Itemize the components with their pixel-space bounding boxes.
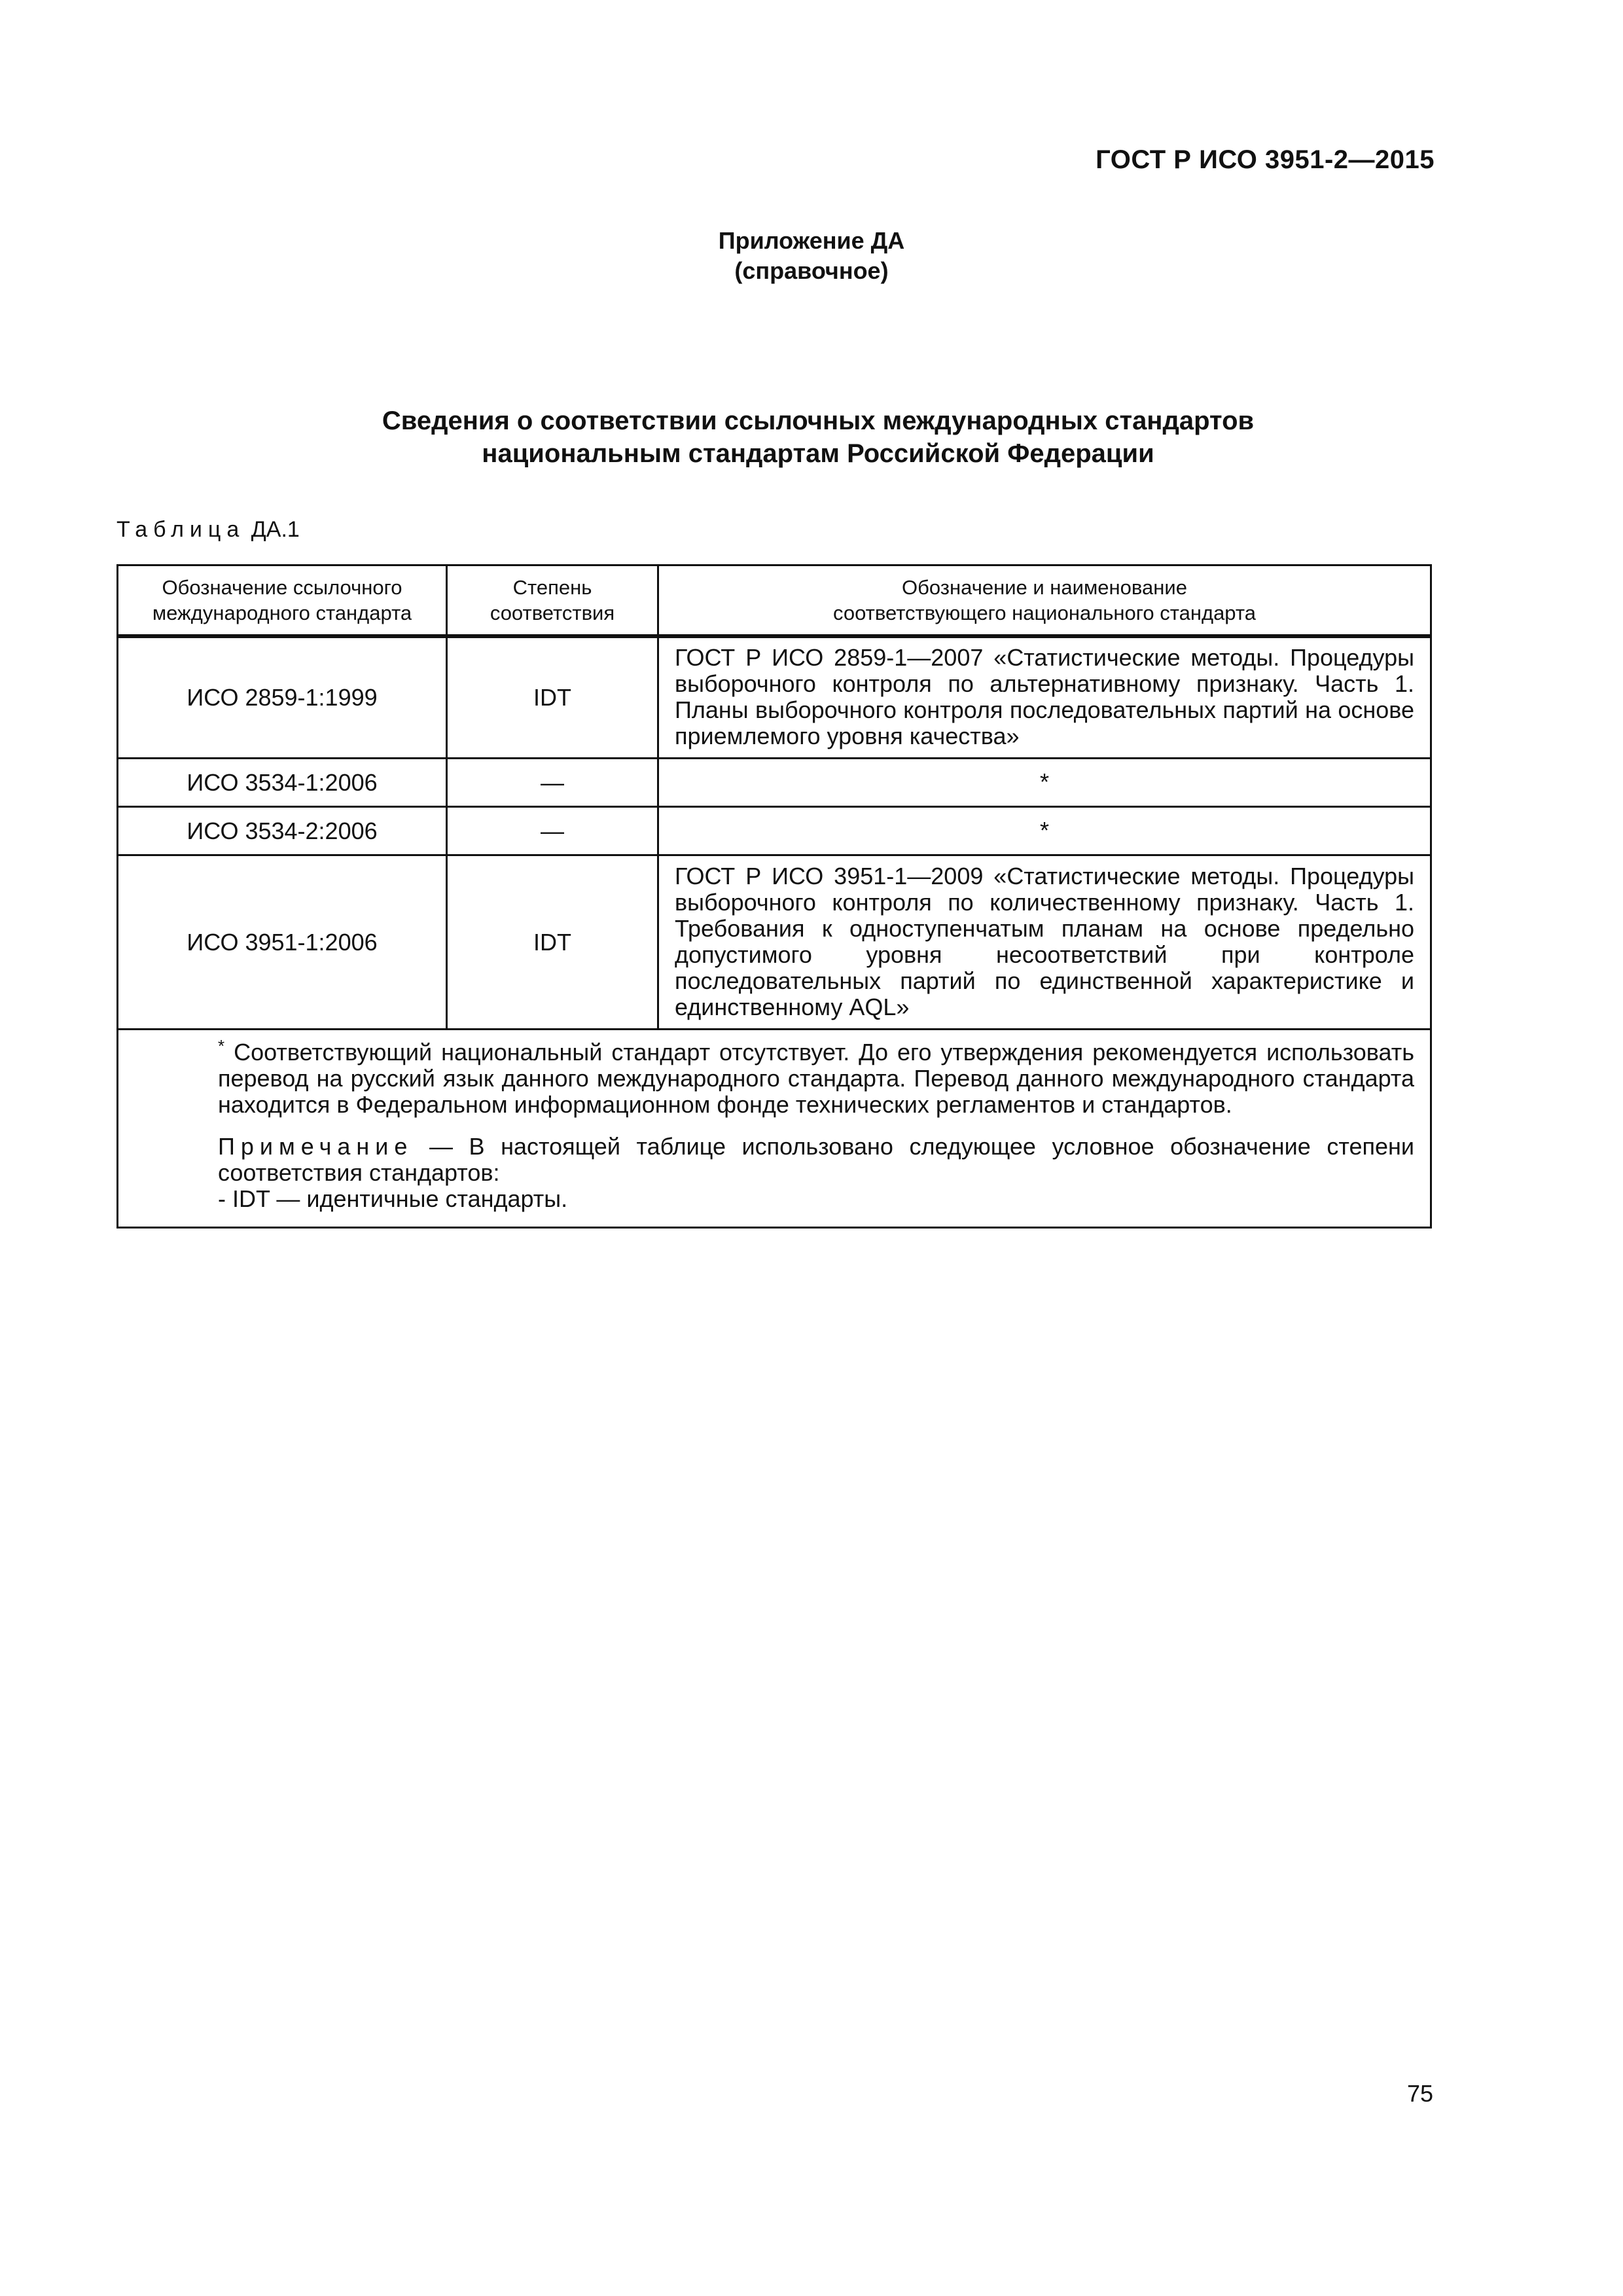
table-row — [118, 807, 1431, 855]
footnote-text: Соответствующий национальный стандарт отсутствует. До его утверждения рекомендуется использовать перевод на русский язык данного международного стандарта. Перевод данного международного стандарта находится в Федеральном информационном фонде технических регламентов и стандартов. — [218, 1039, 1414, 1118]
cell-intl-standard: ИСО 3951-1:2006 — [118, 855, 447, 1030]
header-degree-line-1: Степень — [512, 576, 592, 599]
header-degree — [447, 565, 658, 637]
cell-national-standard: * — [658, 807, 1431, 855]
note-word: Примечание — [218, 1133, 414, 1160]
cell-national-standard: ГОСТ Р ИСО 3951-1—2009 «Статистические методы. Процедуры выборочного контроля по количественному признаку. Часть 1. Требования к одноступенчатым планам на основе предельно допустимого уровня несоответствий при контроле последовательных партий по единственной характеристике и единственному AQL» — [658, 855, 1431, 1030]
header-national-line-2: соответствующего национального стандарта — [833, 601, 1256, 624]
cell-degree: — — [447, 759, 658, 807]
header-intl-line-1: Обозначение ссылочного — [162, 576, 402, 599]
cell-intl-standard: ИСО 3534-1:2006 — [118, 759, 447, 807]
section-title-line-1: Сведения о соответствии ссылочных международных стандартов — [382, 406, 1255, 435]
appendix-heading — [0, 226, 1623, 286]
table-label — [116, 517, 300, 543]
cell-national-standard: ГОСТ Р ИСО 2859-1—2007 «Статистические методы. Процедуры выборочного контроля по альтернативному признаку. Часть 1. Планы выборочного контроля последовательных партий на основе приемлемого уровня качества» — [658, 636, 1431, 759]
cell-degree: IDT — [447, 636, 658, 759]
header-national-line-1: Обозначение и наименование — [902, 576, 1187, 599]
table-footnote-row — [118, 1030, 1431, 1228]
note-list-item: - IDT — идентичные стандарты. — [218, 1185, 568, 1212]
table-header-row — [118, 565, 1431, 637]
cell-degree: — — [447, 807, 658, 855]
header-national-standard — [658, 565, 1431, 637]
note-text: — В настоящей таблице использовано следующее условное обозначение степени соответствия стандартов: — [218, 1133, 1414, 1186]
appendix-title: Приложение ДА — [718, 227, 905, 254]
note-paragraph — [134, 1134, 1414, 1186]
header-degree-line-2: соответствия — [490, 601, 615, 624]
footnote-paragraph — [134, 1036, 1414, 1118]
table-row — [118, 855, 1431, 1030]
page-number: 75 — [1406, 2080, 1433, 2107]
header-intl-standard — [118, 565, 447, 637]
table-label-number: ДА.1 — [251, 517, 300, 542]
cell-intl-standard: ИСО 2859-1:1999 — [118, 636, 447, 759]
section-title-line-2: национальным стандартам Российской Федерации — [482, 439, 1154, 468]
cell-intl-standard: ИСО 3534-2:2006 — [118, 807, 447, 855]
header-intl-line-2: международного стандарта — [152, 601, 412, 624]
table-row — [118, 759, 1431, 807]
appendix-type: (справочное) — [734, 257, 889, 284]
footnote-mark: * — [218, 1036, 225, 1056]
table-label-word: Таблица — [116, 517, 245, 542]
footnote-cell — [118, 1030, 1431, 1228]
cell-degree: IDT — [447, 855, 658, 1030]
standards-correspondence-table — [116, 564, 1432, 1229]
cell-national-standard: * — [658, 759, 1431, 807]
table-row — [118, 636, 1431, 759]
section-title — [0, 404, 1623, 470]
document-code: ГОСТ Р ИСО 3951-2—2015 — [1096, 145, 1435, 174]
